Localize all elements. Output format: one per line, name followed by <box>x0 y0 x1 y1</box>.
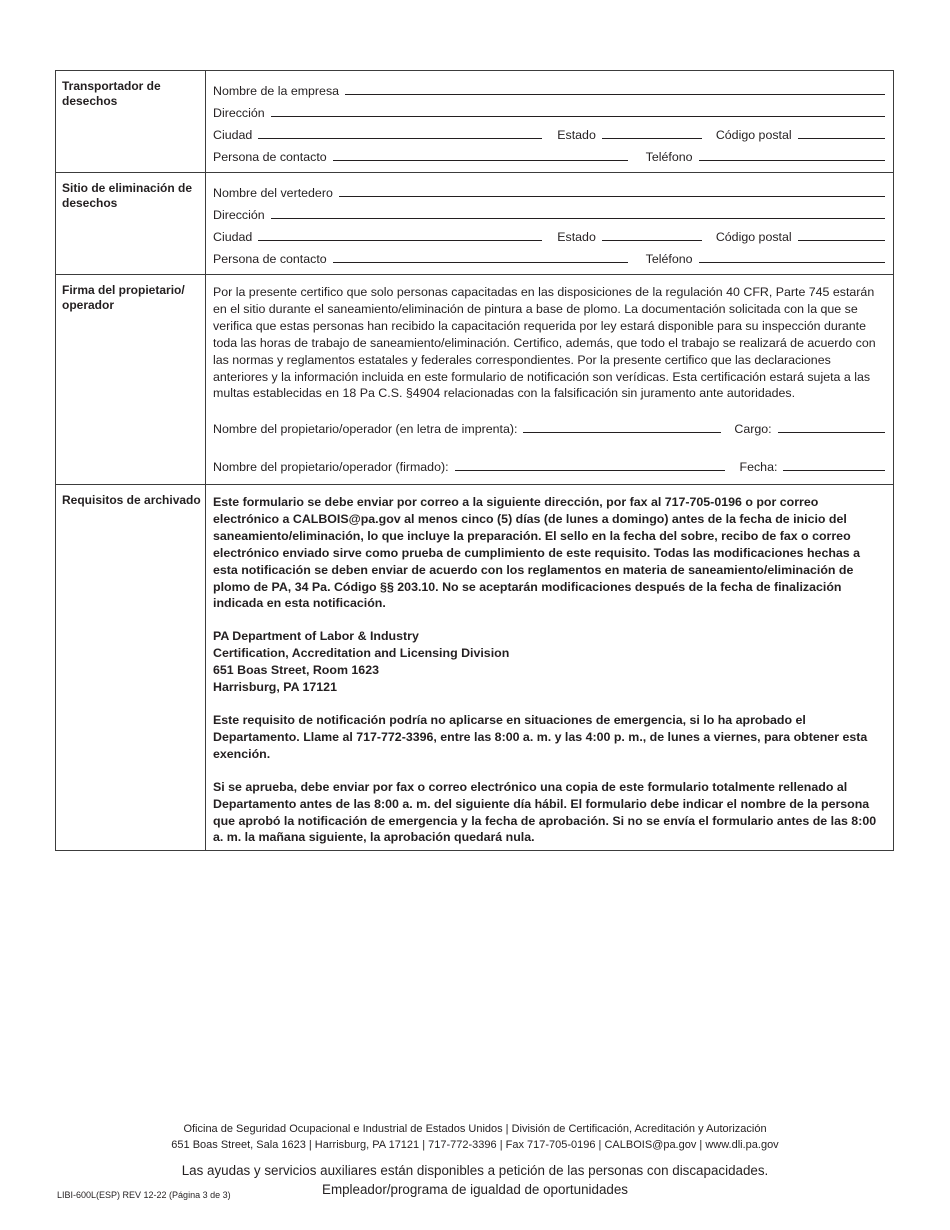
disposal-address-field[interactable] <box>271 204 885 219</box>
signature-section <box>56 275 894 485</box>
footer-equal-opportunity-line: Empleador/programa de igualdad de oportunidades <box>322 1181 628 1197</box>
filing-section <box>56 485 894 851</box>
title-field[interactable] <box>778 418 885 433</box>
disposal-zip-field[interactable] <box>798 226 885 241</box>
company-name-label: Nombre de la empresa <box>213 84 340 98</box>
transporter-phone-field[interactable] <box>699 146 885 161</box>
disposal-contact-label: Persona de contacto <box>213 252 327 266</box>
footer-office-line: Oficina de Seguridad Ocupacional e Industrial de Estados Unidos | División de Certificación, Acreditación y Autorización <box>183 1123 767 1135</box>
approval-text: Si se aprueba, debe enviar por fax o correo electrónico una copia de este formulario totalmente rellenado al Departamento antes de las 8:00 a. m. del siguiente día hábil. El formulario debe indicar el nombre de la persona que aprobó la notificación de emergencia y la fecha de aprobación. Si no se envía el formulario antes de las 8:00 a. m. la mañana siguiente, la aprobación quedará nula. <box>213 779 877 845</box>
title-label: Cargo: <box>734 422 772 437</box>
transporter-zip-label: Código postal <box>715 128 792 142</box>
document-id: LIBI-600L(ESP) REV 12-22 (Página 3 de 3) <box>57 1190 231 1200</box>
certification-text: Por la presente certifico que solo personas capacitadas en las disposiciones de la regulación 40 CFR, Parte 745 estarán en el sitio durante el saneamiento/eliminación de pintura a base de plomo. La documentación solicitada con la que se verifica que estas personas han recibido la capacitación requerida por ley estará disponible para su inspección durante toda las horas de trabajo de saneamiento/eliminación. Certifico, además, que todo el trabajo se realizará de acuerdo con las normas y reglamentos estatales y federales correspondientes. Por la presente certifico que las declaraciones anteriores y la información incluida en este formulario de notificación son verídicas. Esta certificación estará sujeta a las multas establecidas en 18 Pa C.S. §4904 relacionadas con la falsificación sin juramento ante autoridades. <box>213 285 876 401</box>
printed-name-label: Nombre del propietario/operador (en letra de imprenta): <box>213 422 518 437</box>
date-label: Fecha: <box>739 460 778 475</box>
footer-accessibility-line: Las ayudas y servicios auxiliares están disponibles a petición de las personas con discapacidades. <box>181 1163 769 1178</box>
disposal-state-label: Estado <box>557 230 596 244</box>
filing-instructions: Este formulario se debe enviar por correo a la siguiente dirección, por fax al 717-705-0196 o por correo electrónico a CALBOIS@pa.gov al menos cinco (5) días (de lunes a domingo) antes de la fecha de inicio del saneamiento/eliminación, lo que incluye la preparación. El sello en la fecha del sobre, recibo de fax o correo electrónico enviado sirve como prueba de cumplimiento de este requisito. Todas las modificaciones hechas a esta notificación se deben enviar de acuerdo con los reglamentos en materia de saneamiento/eliminación de plomo de PA, 34 Pa. Código §§ 203.10. No se aceptarán modificaciones después de la fecha de finalización indicada en esta notificación. <box>213 495 861 611</box>
transporter-city-field[interactable] <box>258 124 542 139</box>
disposal-site-section <box>56 173 894 275</box>
emergency-exemption-text: Este requisito de notificación podría no aplicarse en situaciones de emergencia, si lo ha aprobado el Departamento. Llame al 717-772-3396, entre las 8:00 a. m. y las 4:00 p. m., de lunes a viernes, para obtener esta exención. <box>213 712 868 761</box>
transporter-address-field[interactable] <box>271 102 885 117</box>
landfill-name-field[interactable] <box>339 182 885 197</box>
transporter-fields <box>206 71 894 173</box>
address-line: 651 Boas Street, Room 1623 <box>213 663 379 678</box>
disposal-phone-label: Teléfono <box>645 252 693 266</box>
transporter-address-label: Dirección <box>213 106 265 120</box>
disposal-phone-field[interactable] <box>699 248 885 263</box>
transporter-state-label: Estado <box>557 128 596 142</box>
mailing-address <box>213 628 885 696</box>
transporter-label: Transportador de desechos <box>56 71 206 173</box>
disposal-city-field[interactable] <box>258 226 542 241</box>
transporter-phone-label: Teléfono <box>645 150 693 164</box>
transporter-contact-label: Persona de contacto <box>213 150 327 164</box>
disposal-contact-field[interactable] <box>333 248 628 263</box>
company-name-field[interactable] <box>345 80 885 95</box>
transporter-contact-field[interactable] <box>333 146 628 161</box>
signed-name-label: Nombre del propietario/operador (firmado): <box>213 460 449 475</box>
disposal-address-label: Dirección <box>213 208 265 222</box>
notification-form-table <box>55 70 894 851</box>
transporter-state-field[interactable] <box>602 124 702 139</box>
date-field[interactable] <box>783 456 885 471</box>
signature-field[interactable] <box>455 456 725 471</box>
signature-content <box>206 275 894 485</box>
disposal-city-label: Ciudad <box>213 230 253 244</box>
transporter-section <box>56 71 894 173</box>
footer-contact-line: 651 Boas Street, Sala 1623 | Harrisburg, PA 17121 | 717-772-3396 | Fax 717-705-0196 | CALBOIS@pa.gov | www.dli.pa.gov <box>171 1138 779 1151</box>
signature-label: Firma del propietario/ operador <box>56 275 206 485</box>
printed-name-field[interactable] <box>523 418 721 433</box>
disposal-state-field[interactable] <box>602 226 702 241</box>
address-line: Harrisburg, PA 17121 <box>213 680 337 695</box>
filing-label: Requisitos de archivado <box>56 485 206 851</box>
disposal-zip-label: Código postal <box>715 230 792 244</box>
address-line: PA Department of Labor & Industry <box>213 629 419 644</box>
disposal-site-label: Sitio de eliminación de desechos <box>56 173 206 275</box>
landfill-name-label: Nombre del vertedero <box>213 186 333 200</box>
transporter-zip-field[interactable] <box>798 124 885 139</box>
address-line: Certification, Accreditation and Licensing Division <box>213 646 510 661</box>
transporter-city-label: Ciudad <box>213 128 253 142</box>
disposal-site-fields <box>206 173 894 275</box>
filing-content <box>206 485 894 851</box>
footer-office-info <box>0 1122 950 1153</box>
